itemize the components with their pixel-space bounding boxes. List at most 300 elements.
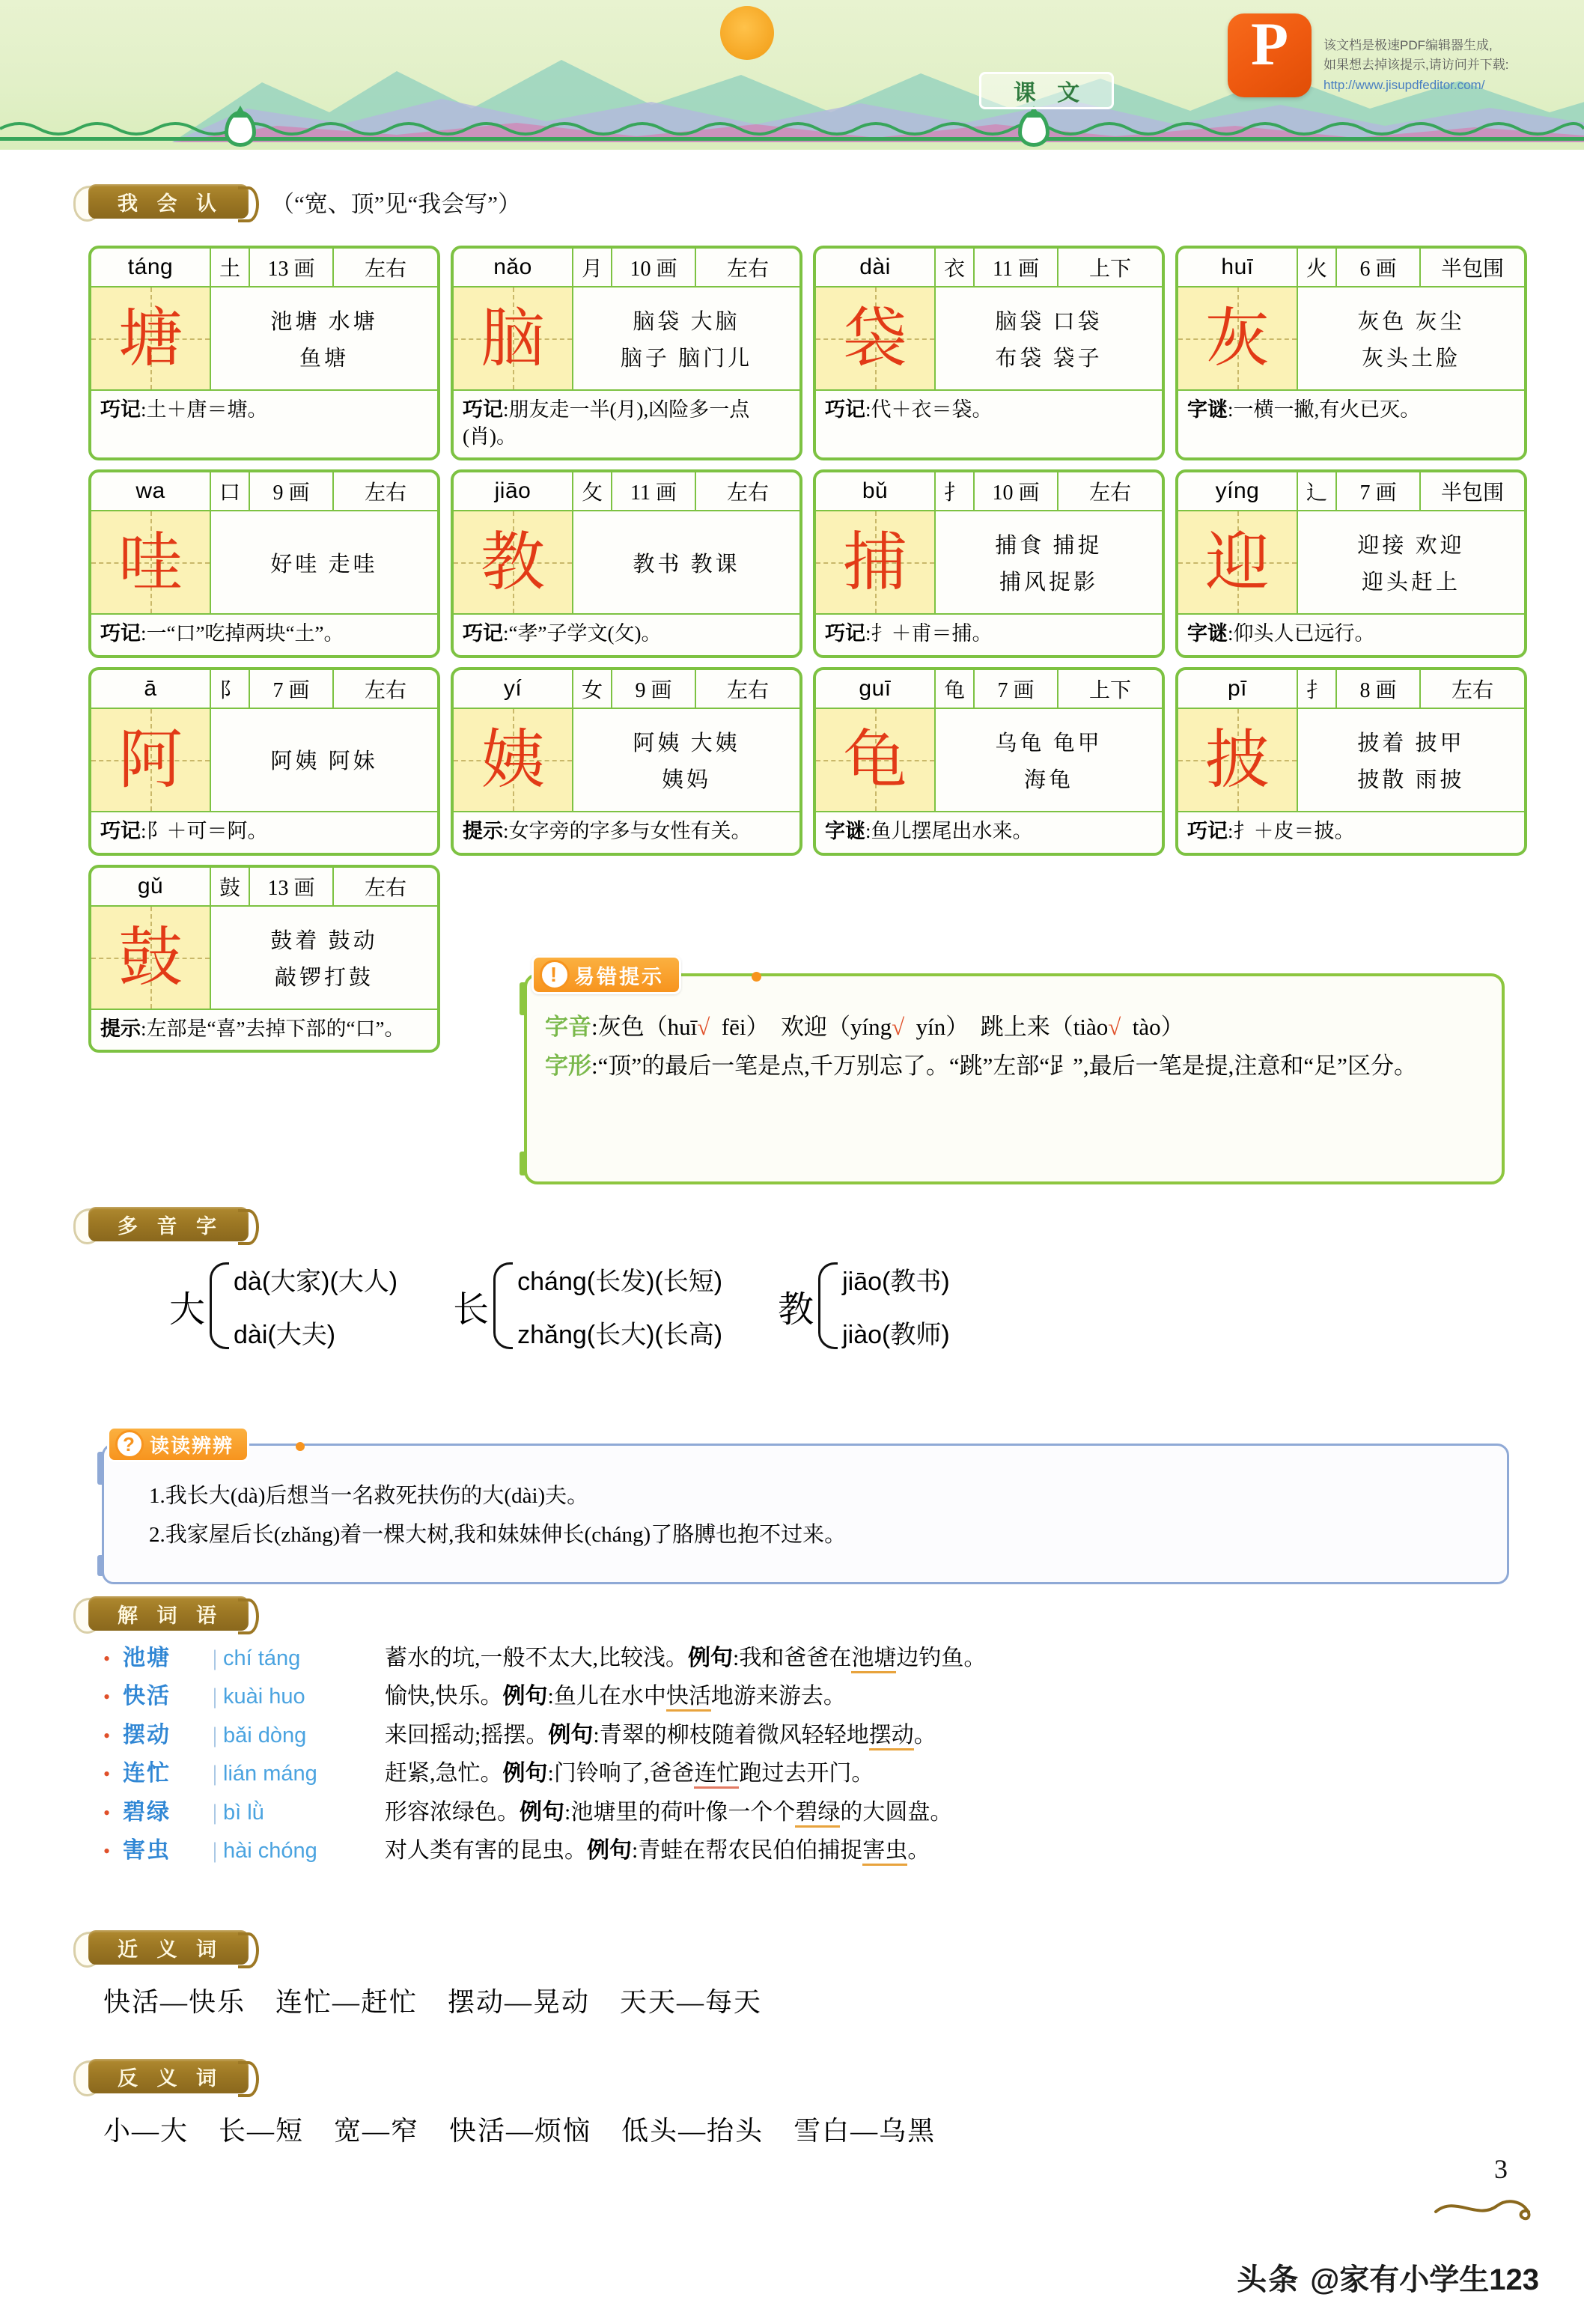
polyphone-reading: jiào(教师)	[842, 1321, 950, 1349]
pron-item-2-wrong: yín	[916, 1014, 946, 1040]
card-strokes: 11 画	[975, 249, 1058, 286]
card-tip: 巧记:代＋衣＝袋。	[825, 398, 993, 421]
card-glyph: 塘	[118, 302, 183, 374]
card-radical: 衣	[936, 249, 975, 286]
card-radical: 辶	[1298, 472, 1337, 510]
card-body	[816, 709, 1162, 812]
card-tip-text: “孝”子学文(攵)。	[508, 622, 662, 645]
card-glyph-box	[816, 709, 936, 811]
card-word-line: 阿姨 大姨	[633, 731, 740, 755]
divider: |	[213, 1646, 218, 1670]
card-header	[454, 472, 799, 511]
character-card[interactable]	[88, 865, 440, 1053]
pron-item-3-correct: tiào	[1073, 1014, 1109, 1040]
error-tip-shape-line: 字形:“顶”的最后一笔是点,千万别忘了。“跳”左部“𧾷”,最后一笔是提,注意和“足”区分。	[545, 1053, 1417, 1080]
card-word-line: 鱼塘	[299, 347, 349, 371]
card-row	[88, 667, 1541, 856]
card-body	[91, 288, 437, 391]
read-distinguish-title: 读读辨辨	[150, 1434, 234, 1457]
watermark-line-2: 如果想去掉该提示,请访问并下载:	[1323, 58, 1509, 73]
card-glyph-box	[1178, 511, 1298, 613]
card-radical: 攵	[573, 472, 612, 510]
card-glyph: 迎	[1205, 526, 1270, 599]
example-label: 例句	[587, 1837, 633, 1863]
antonyms-section	[88, 2059, 966, 2148]
card-radical: 土	[211, 249, 250, 286]
antonym-pair: 低头—抬头	[621, 2116, 764, 2146]
card-words	[211, 511, 437, 613]
pron-item-3-wrong: tào	[1132, 1014, 1161, 1040]
antonym-pair: 小—大	[103, 2116, 189, 2146]
synonym-pair: 摆动—晃动	[448, 1987, 591, 2017]
divider: |	[213, 1761, 218, 1786]
card-tip-text: 扌＋皮＝披。	[1233, 819, 1355, 842]
card-pinyin: bǔ	[816, 472, 936, 510]
example-highlight: 摆动	[869, 1723, 914, 1750]
card-tip: 巧记:朋友走一半(月),凶险多一点(肖)。	[463, 398, 750, 448]
card-glyph: 姨	[481, 723, 545, 796]
card-strokes: 6 画	[1337, 249, 1421, 286]
pron-item-1-wrong: fēi	[721, 1014, 746, 1040]
section-title-synonyms: 近 义 词	[88, 1930, 249, 1965]
antonyms-list	[88, 2110, 966, 2148]
character-cards-grid	[88, 246, 1541, 1062]
definition-pinyin: bì lǜ	[223, 1800, 264, 1825]
definition-text: 蓄水的坑,一般不太大,比较浅。例句:我和爸爸在池塘边钓鱼。	[385, 1644, 1556, 1673]
card-strokes: 11 画	[612, 472, 696, 510]
card-word-line: 乌龟 龟甲	[995, 731, 1103, 755]
card-tip-label: 提示	[463, 819, 503, 842]
pron-item-1-correct: huī	[667, 1014, 698, 1040]
card-tip: 字谜:仰头人已远行。	[1187, 622, 1375, 645]
card-structure: 左右	[364, 678, 406, 702]
error-tip-box	[524, 963, 1505, 1184]
card-strokes: 10 画	[975, 472, 1058, 510]
card-word-line: 捕风捉影	[999, 571, 1098, 595]
card-tip-text: 朋友走一半(月),凶险多一点(肖)。	[463, 398, 750, 448]
card-tip-text: 代＋衣＝袋。	[871, 398, 993, 421]
pron-item-2-word: 欢迎	[780, 1014, 827, 1040]
read-distinguish-tag	[107, 1426, 249, 1462]
definition-row	[103, 1644, 1556, 1673]
card-glyph-box	[454, 511, 573, 613]
card-header	[454, 670, 799, 709]
card-glyph-box	[454, 288, 573, 389]
card-words	[936, 288, 1162, 389]
antonym-pair: 长—短	[219, 2116, 305, 2146]
antonym-pair: 快活—烦恼	[449, 2116, 592, 2146]
card-glyph-box	[816, 288, 936, 389]
character-card[interactable]	[813, 246, 1165, 460]
definition-meaning: 形容浓绿色。	[385, 1799, 520, 1825]
section-title-recognize: 我 会 认	[88, 184, 249, 219]
card-pinyin: pī	[1178, 670, 1298, 708]
card-tip-label: 巧记	[100, 398, 141, 421]
check-icon: √	[1108, 1014, 1121, 1040]
example-pre: 我和爸爸在	[739, 1646, 852, 1670]
card-structure: 左右	[364, 258, 406, 281]
card-row	[88, 246, 1541, 460]
definition-text: 来回摇动;摇摆。例句:青翠的柳枝随着微风轻轻地摆动。	[385, 1721, 1556, 1750]
bullet-icon: •	[103, 1801, 111, 1824]
author-handle: @家有小学生123	[1310, 2263, 1539, 2296]
pdf-logo-icon	[1228, 10, 1312, 97]
card-glyph: 哇	[118, 526, 183, 599]
card-pinyin: táng	[91, 249, 211, 286]
card-structure: 左右	[726, 258, 769, 281]
character-card[interactable]	[813, 667, 1165, 856]
card-tip-label: 巧记	[100, 819, 141, 842]
card-pinyin: jiāo	[454, 472, 573, 510]
brace-icon	[818, 1262, 838, 1349]
card-pinyin: yí	[454, 670, 573, 708]
card-glyph: 袋	[843, 302, 907, 374]
example-pre: 门铃响了,爸爸	[553, 1761, 695, 1786]
bullet-icon: •	[103, 1648, 111, 1670]
definition-pinyin: chí táng	[223, 1646, 301, 1670]
card-header	[454, 249, 799, 288]
recognize-heading-row	[88, 184, 521, 219]
pdf-editor-watermark	[1228, 10, 1509, 97]
definition-meaning: 来回摇动;摇摆。	[385, 1722, 549, 1747]
section-title-explain-words: 解 词 语	[88, 1596, 249, 1631]
card-tip-label: 字谜	[1187, 622, 1228, 645]
definition-text: 对人类有害的昆虫。例句:青蛙在帮农民伯伯捕捉害虫。	[385, 1837, 1556, 1865]
card-words	[936, 709, 1162, 811]
card-word-line: 脑袋 口袋	[995, 310, 1103, 334]
card-tip-text: 女字旁的字多与女性有关。	[508, 819, 752, 842]
divider: |	[213, 1837, 218, 1863]
definition-meaning: 赶紧,急忙。	[385, 1761, 503, 1786]
polyphone-reading: jiāo(教书)	[842, 1268, 950, 1296]
character-card[interactable]	[88, 246, 440, 460]
card-body	[454, 511, 799, 615]
card-glyph-box	[1178, 288, 1298, 389]
card-header	[1178, 670, 1524, 709]
card-word-line: 迎接 欢迎	[1357, 534, 1465, 559]
card-tip-text: 一“口”吃掉两块“土”。	[146, 622, 344, 645]
card-tip: 巧记:扌＋皮＝披。	[1187, 819, 1355, 842]
card-glyph: 鼓	[118, 921, 183, 994]
card-tip: 巧记:扌＋甫＝捕。	[825, 622, 993, 645]
antonym-pair: 宽—窄	[334, 2116, 420, 2146]
watermark-url[interactable]: http://www.jisupdfeditor.com/	[1323, 77, 1485, 92]
definition-meaning: 愉快,快乐。	[385, 1684, 503, 1709]
card-tip-text: 仰头人已远行。	[1233, 622, 1375, 645]
card-word-line: 布袋 袋子	[995, 347, 1103, 371]
card-glyph-box	[91, 907, 211, 1009]
character-card[interactable]	[88, 469, 440, 658]
card-word-line: 捕食 捕捉	[995, 534, 1103, 559]
card-body	[454, 709, 799, 812]
card-glyph-box	[1178, 709, 1298, 811]
error-tip-title: 易错提示	[574, 965, 664, 988]
card-pinyin: wa	[91, 472, 211, 510]
card-radical: 龟	[936, 670, 975, 708]
card-pinyin: huī	[1178, 249, 1298, 286]
card-strokes: 7 画	[250, 670, 334, 708]
divider: |	[213, 1799, 218, 1825]
definition-word: 快活	[123, 1684, 171, 1709]
card-header	[91, 670, 437, 709]
card-strokes: 7 画	[975, 670, 1058, 708]
definition-pinyin: lián máng	[223, 1762, 317, 1786]
example-post: 跑过去开门。	[739, 1761, 874, 1786]
card-glyph: 龟	[843, 723, 907, 796]
character-card[interactable]	[1175, 667, 1527, 856]
card-body	[816, 511, 1162, 615]
card-word-line: 脑子 脑门儿	[620, 347, 753, 371]
card-tip: 巧记:土＋唐＝塘。	[100, 398, 268, 421]
character-card[interactable]	[88, 667, 440, 856]
card-tip-text: 阝＋可＝阿。	[146, 819, 268, 842]
definition-meaning: 蓄水的坑,一般不太大,比较浅。	[385, 1646, 689, 1670]
card-radical: 阝	[211, 670, 250, 708]
definition-word: 连忙	[123, 1761, 171, 1786]
card-glyph-box	[454, 709, 573, 811]
example-highlight: 害虫	[862, 1838, 907, 1866]
check-icon: √	[892, 1014, 905, 1040]
definitions-section	[88, 1596, 1556, 1875]
card-header	[1178, 472, 1524, 511]
example-highlight: 连忙	[694, 1761, 739, 1789]
example-post: 地游来游去。	[710, 1684, 846, 1709]
card-glyph: 脑	[481, 302, 545, 374]
example-post: 。	[913, 1722, 936, 1747]
card-word-line: 披着 披甲	[1357, 731, 1465, 755]
card-structure: 半包围	[1440, 481, 1504, 505]
definition-word: 碧绿	[123, 1799, 171, 1825]
exclamation-icon: !	[540, 960, 570, 990]
card-body	[816, 288, 1162, 391]
definition-row	[103, 1798, 1556, 1827]
example-highlight: 快活	[666, 1684, 711, 1712]
example-label: 例句	[520, 1799, 565, 1825]
tag-connector-dot	[752, 972, 761, 982]
water-drop-icon-left	[225, 111, 256, 147]
tag-connector-dot	[296, 1442, 305, 1451]
card-glyph-box	[91, 511, 211, 613]
character-card[interactable]	[451, 667, 802, 856]
card-row	[88, 469, 1541, 658]
card-radical: 女	[573, 670, 612, 708]
card-tip-label: 巧记	[100, 622, 141, 645]
card-word-line: 阿姨 阿妹	[270, 749, 378, 774]
card-tip-label: 字谜	[825, 819, 865, 842]
card-glyph-box	[91, 288, 211, 389]
card-glyph: 披	[1205, 723, 1270, 796]
card-header	[1178, 249, 1524, 288]
definition-row	[103, 1721, 1556, 1750]
recognize-note: （“宽、顶”见“我会写”）	[271, 190, 522, 217]
definition-pinyin: bǎi dòng	[223, 1723, 307, 1747]
card-pinyin: yíng	[1178, 472, 1298, 510]
section-title-polyphone: 多 音 字	[88, 1207, 249, 1241]
page-number: 3	[1494, 2154, 1508, 2184]
card-tip-label: 巧记	[463, 398, 503, 421]
read-sentence: 1.我长大(dà)后想当一名救死扶伤的大(dài)夫。	[149, 1484, 589, 1508]
card-radical: 鼓	[211, 868, 250, 905]
section-title-antonyms: 反 义 词	[88, 2059, 249, 2093]
pron-item-2-correct: yíng	[850, 1014, 892, 1040]
example-pre: 鱼儿在水中	[553, 1684, 666, 1709]
shape-text: “顶”的最后一笔是点,千万别忘了。“跳”左部“𧾷”,最后一笔是提,注意和“足”区分。	[597, 1053, 1417, 1080]
card-tip: 巧记:阝＋可＝阿。	[100, 819, 268, 842]
card-header	[816, 249, 1162, 288]
error-tip-pronunciation-line: 字音:灰色（huī√ fēi） 欢迎（yíng√ yín） 跳上来（tiào√ tào）	[545, 1014, 1184, 1040]
card-tip-text: 左部是“喜”去掉下部的“口”。	[146, 1017, 405, 1040]
card-word-line: 披散 雨披	[1357, 767, 1465, 792]
card-words	[1298, 288, 1524, 389]
card-words	[573, 288, 799, 389]
card-pinyin: nǎo	[454, 249, 573, 286]
card-strokes: 9 画	[612, 670, 696, 708]
card-tip: 字谜:鱼儿摆尾出水来。	[825, 819, 1033, 842]
bullet-icon: •	[103, 1840, 111, 1862]
card-radical: 扌	[1298, 670, 1337, 708]
character-card[interactable]	[451, 246, 802, 460]
card-strokes: 13 画	[250, 868, 334, 905]
course-tab[interactable]: 课 文	[979, 72, 1114, 109]
definition-word: 摆动	[123, 1722, 171, 1747]
example-pre: 青蛙在帮农民伯伯捕捉	[638, 1837, 863, 1863]
shape-label: 字形	[545, 1053, 591, 1080]
card-words	[573, 511, 799, 613]
pron-item-1-word: 灰色	[597, 1014, 645, 1040]
card-body	[91, 709, 437, 812]
card-pinyin: gǔ	[91, 868, 211, 905]
character-card[interactable]	[813, 469, 1165, 658]
polyphone-reading: dài(大夫)	[234, 1321, 336, 1349]
card-pinyin: ā	[91, 670, 211, 708]
card-tip-text: 鱼儿摆尾出水来。	[871, 819, 1033, 842]
card-glyph-box	[816, 511, 936, 613]
polyphone-reading: zhǎng(长大)(长高)	[517, 1321, 723, 1349]
card-word-line: 池塘 水塘	[270, 310, 378, 334]
character-card[interactable]	[1175, 246, 1527, 460]
card-structure: 半包围	[1440, 258, 1504, 281]
card-words	[936, 511, 1162, 613]
bullet-icon: •	[103, 1686, 111, 1709]
card-structure: 左右	[726, 678, 769, 702]
example-post: 。	[907, 1837, 930, 1863]
bullet-icon: •	[103, 1763, 111, 1786]
definition-word: 池塘	[123, 1646, 171, 1670]
card-word-line: 教书 教课	[633, 552, 740, 577]
polyphone-group	[778, 1261, 950, 1351]
example-label: 例句	[548, 1722, 594, 1747]
card-body	[1178, 511, 1524, 615]
card-strokes: 9 画	[250, 472, 334, 510]
example-highlight: 池塘	[851, 1646, 896, 1673]
card-body	[454, 288, 799, 391]
card-structure: 左右	[1088, 481, 1131, 505]
card-words	[1298, 709, 1524, 811]
card-glyph: 捕	[843, 526, 907, 599]
polyphone-char: 大	[169, 1289, 206, 1330]
card-word-line: 鼓着 鼓动	[270, 928, 378, 953]
polyphone-section	[88, 1207, 1511, 1351]
card-radical: 火	[1298, 249, 1337, 286]
pronunciation-label: 字音	[545, 1014, 591, 1040]
card-structure: 左右	[726, 481, 769, 505]
character-card[interactable]	[451, 469, 802, 658]
pron-item-3-word: 跳上来	[980, 1014, 1050, 1040]
pdf-logo-letter: P	[1250, 10, 1289, 78]
example-post: 的大圆盘。	[840, 1799, 953, 1825]
card-structure: 上下	[1088, 258, 1131, 281]
card-strokes: 8 画	[1337, 670, 1421, 708]
card-strokes: 7 画	[1337, 472, 1421, 510]
card-word-line: 姨妈	[661, 767, 711, 792]
card-radical: 口	[211, 472, 250, 510]
card-words	[211, 288, 437, 389]
card-word-line: 灰色 灰尘	[1357, 310, 1465, 334]
polyphone-group	[169, 1261, 397, 1351]
synonyms-list	[88, 1981, 792, 2019]
card-words	[211, 907, 437, 1009]
definition-pinyin: hài chóng	[223, 1838, 317, 1863]
card-tip-text: 扌＋甫＝捕。	[871, 622, 993, 645]
card-word-line: 脑袋 大脑	[633, 310, 740, 334]
card-tip-label: 巧记	[463, 622, 503, 645]
card-words	[1298, 511, 1524, 613]
definition-pinyin: kuài huo	[223, 1685, 305, 1709]
check-icon: √	[697, 1014, 710, 1040]
page-ornament	[1433, 2192, 1538, 2222]
card-header	[91, 249, 437, 288]
definition-row	[103, 1837, 1556, 1865]
card-tip: 提示:女字旁的字多与女性有关。	[463, 819, 752, 842]
card-tip-text: 土＋唐＝塘。	[146, 398, 268, 421]
card-structure: 上下	[1088, 678, 1131, 702]
definition-text: 赶紧,急忙。例句:门铃响了,爸爸连忙跑过去开门。	[385, 1759, 1556, 1788]
polyphone-char: 教	[778, 1289, 814, 1330]
synonym-pair: 快活—快乐	[103, 1987, 246, 2017]
card-words	[211, 709, 437, 811]
footer-watermark	[1237, 2256, 1539, 2299]
platform-name: 头条	[1237, 2263, 1300, 2296]
water-drop-icon-right	[1018, 111, 1050, 147]
card-structure: 左右	[364, 481, 406, 505]
card-tip-text: 一横一撇,有火已灭。	[1233, 398, 1421, 421]
divider: |	[213, 1684, 218, 1709]
card-strokes: 13 画	[250, 249, 334, 286]
example-label: 例句	[502, 1684, 548, 1709]
read-sentence: 2.我家屋后长(zhǎng)着一棵大树,我和妹妹伸长(cháng)了胳膊也抱不过来。	[149, 1522, 847, 1547]
example-highlight: 碧绿	[795, 1800, 840, 1828]
card-words	[573, 709, 799, 811]
card-tip: 巧记:一“口”吃掉两块“土”。	[100, 622, 344, 645]
synonyms-section	[88, 1930, 792, 2019]
character-card[interactable]	[1175, 469, 1527, 658]
card-tip: 提示:左部是“喜”去掉下部的“口”。	[100, 1017, 405, 1040]
synonym-pair: 天天—每天	[620, 1987, 763, 2017]
error-tip-tag	[531, 955, 681, 994]
card-word-line: 敲锣打鼓	[274, 965, 374, 990]
question-mark-icon: ?	[115, 1430, 144, 1458]
card-radical: 月	[573, 249, 612, 286]
definition-text: 形容浓绿色。例句:池塘里的荷叶像一个个碧绿的大圆盘。	[385, 1798, 1556, 1827]
polyphone-reading: dà(大家)(大人)	[234, 1268, 398, 1296]
card-tip: 字谜:一横一撇,有火已灭。	[1187, 398, 1421, 421]
card-header	[91, 868, 437, 907]
card-tip-label: 提示	[100, 1017, 141, 1040]
definition-meaning: 对人类有害的昆虫。	[385, 1837, 588, 1863]
definition-word: 害虫	[123, 1837, 171, 1863]
definition-row	[103, 1682, 1556, 1711]
card-structure: 左右	[1451, 678, 1493, 702]
